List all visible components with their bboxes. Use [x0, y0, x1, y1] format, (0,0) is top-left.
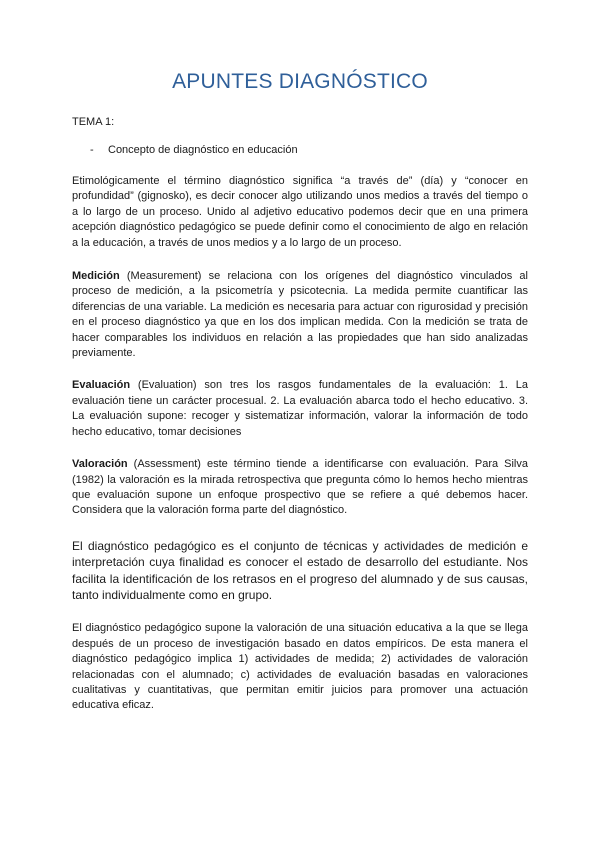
- bullet-marker: -: [90, 144, 94, 156]
- term-medicion: Medición: [72, 270, 120, 283]
- paragraph-text: (Measurement) se relaciona con los orígenes del diagnóstico vinculados al proceso de medición, a la psicometría y psicotecnia. La medida permite cuantificar las diferencias de una variable. La medición es necesaria para actuar con rigurosidad y precisión en el proceso diagnóstico ya que en los dos implican medida. Con la medición se trata de hacer comparables los individuos en relación a las propiedades que han sido analizadas previamente.: [72, 270, 528, 360]
- paragraph-text: (Evaluation) son tres los rasgos fundamentales de la evaluación: 1. La evaluación tiene un carácter procesual. 2. La evaluación abarca todo el hecho educativo. 3. La evaluación supone: recoger y sistematizar información, valorar la información de todo hecho educativo, tomar decisiones: [72, 379, 528, 438]
- paragraph-text: Etimológicamente el término diagnóstico significa “a través de” (día) y “conocer en profundidad” (gignosko), es decir conocer algo utilizando unos medios a través del tiempo o a lo largo de un proceso. Unido al adjetivo educativo podemos decir que en una primera acepción diagnóstico pedagógico se puede definir como el conocimiento de algo en relación a la educación, a través de unos medios y a lo largo de un proceso.: [72, 175, 528, 249]
- topic-heading: TEMA 1:: [72, 116, 115, 128]
- bullet-item: [90, 144, 528, 156]
- paragraph-text: El diagnóstico pedagógico es el conjunto de técnicas y actividades de medición e interpretación cuya finalidad es conocer el estado de desarrollo del estudiante. Nos facilita la identificación de los retrasos en el progreso del alumnado y de sus causas, tanto individualmente como en grupo.: [72, 538, 528, 602]
- bullet-text: Concepto de diagnóstico en educación: [108, 144, 298, 156]
- paragraph-valoracion: [72, 457, 528, 519]
- paragraph-valoracion-situacion: [72, 621, 528, 713]
- paragraph-etimologia: [72, 174, 528, 251]
- paragraph-text: El diagnóstico pedagógico supone la valoración de una situación educativa a la que se llega después de un proceso de investigación basado en datos empíricos. De esta manera el diagnóstico pedagógico implica 1) actividades de medida; 2) actividades de valoración relacionadas con el alumnado; c) actividades de evaluación basadas en valoraciones cualitativas y cuantitativas, que permitan emitir juicios para promover una actuación educativa eficaz.: [72, 622, 528, 712]
- page-title: APUNTES DIAGNÓSTICO: [172, 70, 428, 93]
- term-valoracion: Valoración: [72, 458, 128, 471]
- paragraph-text: (Assessment) este término tiende a identificarse con evaluación. Para Silva (1982) la valoración es la mirada retrospectiva que pregunta cómo lo hemos hecho mientras que evaluación supone un enfoque prospectivo que se refiere a qué debemos hacer. Considera que la valoración forma parte del diagnóstico.: [72, 458, 528, 517]
- paragraph-definicion: [72, 538, 528, 604]
- term-evaluacion: Evaluación: [72, 379, 131, 392]
- paragraph-medicion: [72, 269, 528, 361]
- paragraph-evaluacion: [72, 378, 528, 440]
